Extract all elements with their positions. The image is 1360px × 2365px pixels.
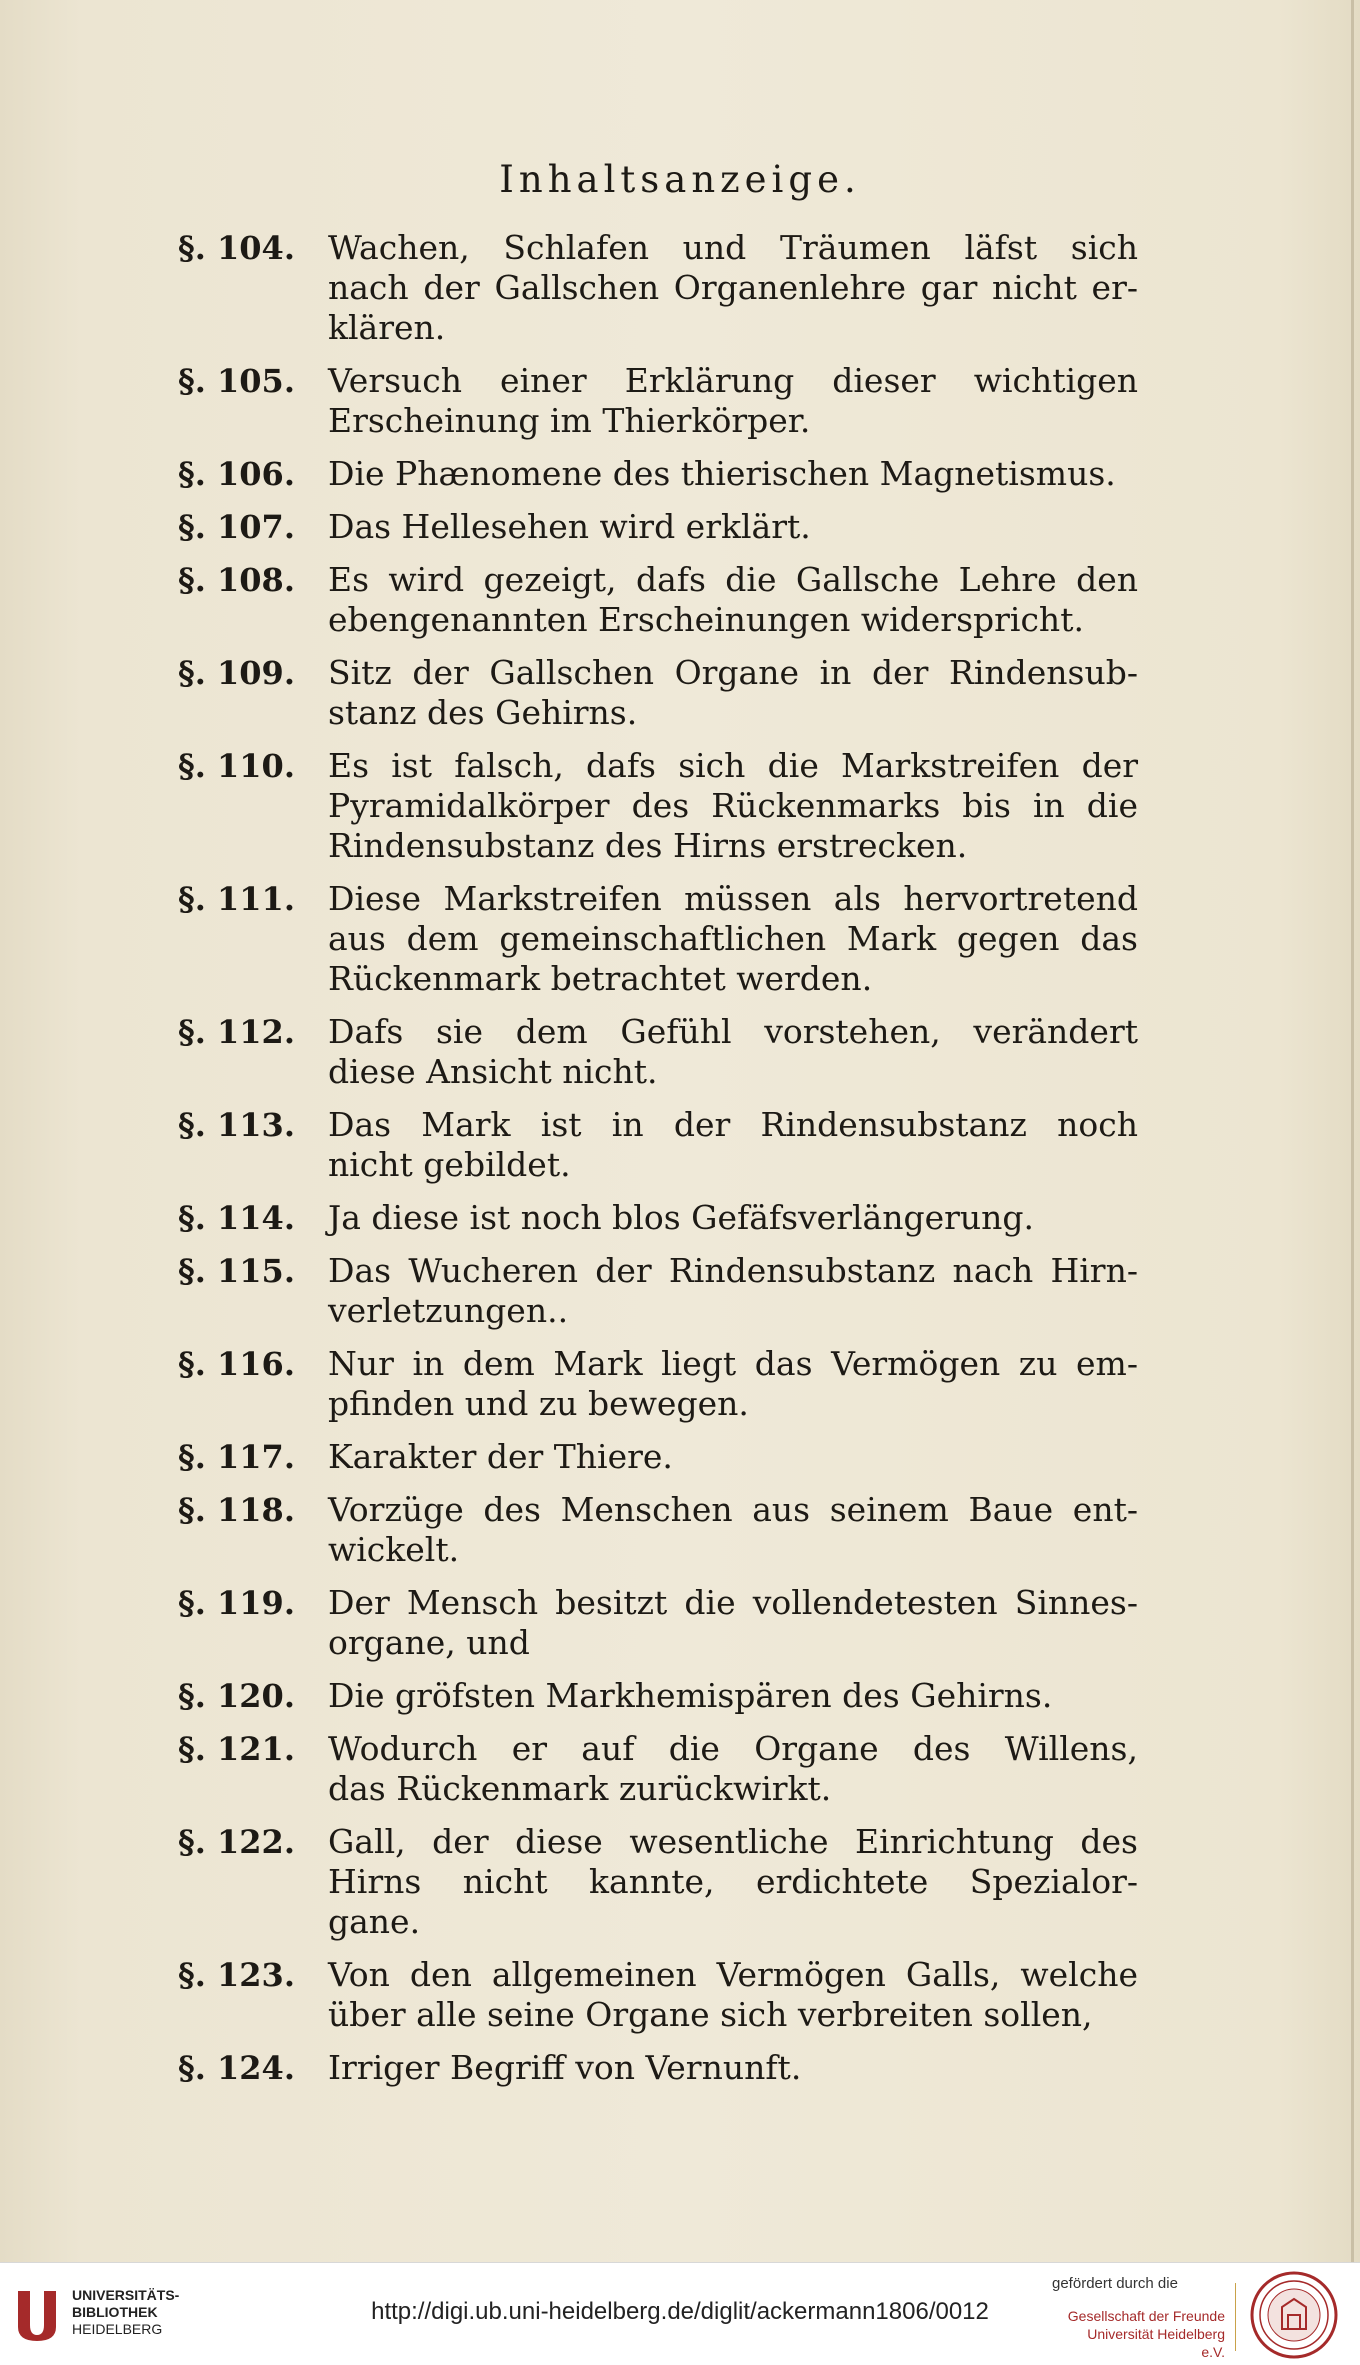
toc-entry-text [328, 1105, 1138, 1185]
toc-entry-line: diese Ansicht nicht. [328, 1052, 658, 1091]
page-edge [1351, 0, 1354, 2262]
toc-entry-line: Irriger Begriff von Vernunft. [328, 2048, 802, 2087]
toc-entry [178, 1822, 1138, 1942]
toc-entry-text [328, 746, 1138, 866]
toc-entry-text [328, 228, 1138, 348]
toc-entry-number: §. 117. [178, 1438, 295, 1476]
toc-entry-number: §. 118. [178, 1491, 295, 1529]
toc-entry [178, 1344, 1138, 1424]
toc-entry-text [328, 1012, 1138, 1092]
toc-entry [178, 1251, 1138, 1331]
toc-entry [178, 746, 1138, 866]
toc-entry-text [328, 879, 1138, 999]
sponsor-line: Gesellschaft der Freunde [1067, 2308, 1225, 2324]
toc-entry-number: §. 121. [178, 1730, 295, 1768]
toc-entry [178, 1729, 1138, 1809]
toc-entry-line: Dafs sie dem Gefühl vorstehen, verändert [328, 1012, 1138, 1051]
toc-entry-line: Rindensubstanz des Hirns erstrecken. [328, 826, 968, 865]
toc-entry-number: §. 112. [178, 1013, 295, 1051]
toc-entry-line: nicht gebildet. [328, 1145, 571, 1184]
toc-entry-number: §. 114. [178, 1199, 295, 1237]
toc-entry-line: Wachen, Schlafen und Träumen läfst sich [328, 228, 1138, 267]
toc-entry-line: gane. [328, 1902, 421, 1941]
toc-entry-line: nach der Gallschen Organenlehre gar nicht er- [328, 268, 1138, 307]
toc-entry-number: §. 122. [178, 1823, 295, 1861]
toc-entry-line: Sitz der Gallschen Organe in der Rindensub- [328, 653, 1138, 692]
toc-entry [178, 2048, 1138, 2088]
toc-entry-line: Vorzüge des Menschen aus seinem Baue ent- [328, 1490, 1138, 1529]
toc-entry-line: Gall, der diese wesentliche Einrichtung des [328, 1822, 1138, 1861]
toc-entry-line: Versuch einer Erklärung dieser wichtigen [328, 361, 1138, 400]
sponsor-label: gefördert durch die [1052, 2275, 1178, 2292]
toc-entry-line: Die gröfsten Markhemispären des Gehirns. [328, 1676, 1053, 1715]
toc-entry-line: Von den allgemeinen Vermögen Galls, welche [328, 1955, 1138, 1994]
toc-entry-line: Es wird gezeigt, dafs die Gallsche Lehre den [328, 560, 1138, 599]
toc-entry-line: Das Wucheren der Rindensubstanz nach Hirn- [328, 1251, 1138, 1290]
toc-entry [178, 454, 1138, 494]
toc-entry-line: klären. [328, 308, 446, 347]
permalink-url[interactable]: http://digi.ub.uni-heidelberg.de/diglit/ackermann1806/0012 [371, 2298, 989, 2325]
toc-entry [178, 1012, 1138, 1092]
toc-entry-line: Die Phænomene des thierischen Magnetismus. [328, 454, 1116, 493]
toc-entry-line: Rückenmark betrachtet werden. [328, 959, 873, 998]
toc-entry [178, 1583, 1138, 1663]
toc-entry-line: Hirns nicht kannte, erdichtete Spezialor- [328, 1862, 1138, 1901]
toc-entry-text [328, 507, 1138, 547]
table-of-contents [178, 228, 1138, 2101]
page-title: Inhaltsanzeige. [499, 158, 861, 201]
toc-entry-line: Nur in dem Mark liegt das Vermögen zu em- [328, 1344, 1138, 1383]
toc-entry-number: §. 115. [178, 1252, 295, 1290]
toc-entry-line: Pyramidalkörper des Rückenmarks bis in die [328, 786, 1138, 825]
toc-entry [178, 653, 1138, 733]
toc-entry-text [328, 1344, 1138, 1424]
toc-entry-line: Das Mark ist in der Rindensubstanz noch [328, 1105, 1138, 1144]
toc-entry-text [328, 1583, 1138, 1663]
toc-entry-number: §. 106. [178, 455, 295, 493]
library-line: BIBLIOTHEK [72, 2304, 158, 2320]
toc-entry-line: ebengenannten Erscheinungen widerspricht. [328, 600, 1084, 639]
viewer-footer [0, 2262, 1360, 2365]
toc-entry-text [328, 1490, 1138, 1570]
toc-entry-line: Es ist falsch, dafs sich die Markstreifen der [328, 746, 1138, 785]
toc-entry-text [328, 560, 1138, 640]
toc-entry [178, 1676, 1138, 1716]
toc-entry-number: §. 104. [178, 229, 295, 267]
toc-entry [178, 1437, 1138, 1477]
library-line: HEIDELBERG [72, 2321, 163, 2337]
toc-entry-line: Das Hellesehen wird erklärt. [328, 507, 811, 546]
toc-entry-text [328, 653, 1138, 733]
toc-entry-number: §. 124. [178, 2049, 295, 2087]
toc-entry-line: verletzungen.. [328, 1291, 569, 1330]
toc-entry-number: §. 111. [178, 880, 295, 918]
toc-entry [178, 507, 1138, 547]
toc-entry-text [328, 454, 1138, 494]
footer-divider [1235, 2283, 1236, 2351]
toc-entry-line: über alle seine Organe sich verbreiten sollen, [328, 1995, 1093, 2034]
university-seal-icon[interactable] [1250, 2271, 1338, 2359]
toc-entry [178, 361, 1138, 441]
toc-entry-number: §. 120. [178, 1677, 295, 1715]
toc-entry [178, 1198, 1138, 1238]
toc-entry-line: stanz des Gehirns. [328, 693, 638, 732]
toc-entry [178, 879, 1138, 999]
toc-entry [178, 1490, 1138, 1570]
toc-entry-text [328, 1198, 1138, 1238]
toc-entry-line: Der Mensch besitzt die vollendetesten Sinnes- [328, 1583, 1138, 1622]
sponsor-line: Universität Heidelberg e.V. [1087, 2326, 1225, 2360]
sponsor-name[interactable] [1060, 2307, 1225, 2361]
toc-entry-line: Diese Markstreifen müssen als hervortretend [328, 879, 1138, 918]
toc-entry-number: §. 110. [178, 747, 295, 785]
toc-entry-line: pfinden und zu bewegen. [328, 1384, 749, 1423]
toc-entry-number: §. 107. [178, 508, 295, 546]
toc-entry-text [328, 1955, 1138, 2035]
toc-entry-line: Karakter der Thiere. [328, 1437, 673, 1476]
toc-entry [178, 1955, 1138, 2035]
toc-entry-line: Wodurch er auf die Organe des Willens, [328, 1729, 1138, 1768]
library-line: UNIVERSITÄTS- [72, 2287, 180, 2303]
toc-entry-line: organe, und [328, 1623, 530, 1662]
toc-entry [178, 228, 1138, 348]
toc-entry-number: §. 113. [178, 1106, 295, 1144]
toc-entry-text [328, 1676, 1138, 1716]
toc-entry-text [328, 1437, 1138, 1477]
toc-entry-line: Erscheinung im Thierkörper. [328, 401, 811, 440]
toc-entry-text [328, 2048, 1138, 2088]
toc-entry [178, 560, 1138, 640]
toc-entry-line: wickelt. [328, 1530, 460, 1569]
toc-entry-line: aus dem gemeinschaftlichen Mark gegen das [328, 919, 1138, 958]
toc-entry-number: §. 116. [178, 1345, 295, 1383]
toc-entry [178, 1105, 1138, 1185]
toc-entry-line: Ja diese ist noch blos Gefäfsverlängerung. [328, 1198, 1035, 1237]
toc-entry-text [328, 1729, 1138, 1809]
toc-entry-number: §. 119. [178, 1584, 295, 1622]
toc-entry-line: das Rückenmark zurückwirkt. [328, 1769, 832, 1808]
toc-entry-number: §. 105. [178, 362, 295, 400]
toc-entry-text [328, 1251, 1138, 1331]
toc-entry-number: §. 123. [178, 1956, 295, 1994]
toc-entry-number: §. 108. [178, 561, 295, 599]
toc-entry-text [328, 1822, 1138, 1942]
toc-entry-number: §. 109. [178, 654, 295, 692]
toc-entry-text [328, 361, 1138, 441]
